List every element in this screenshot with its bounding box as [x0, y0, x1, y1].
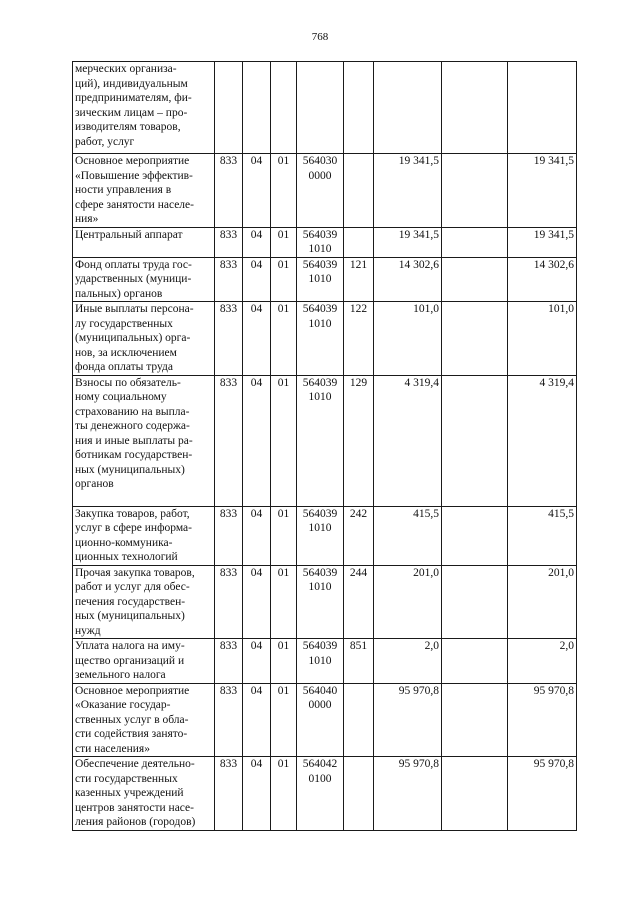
ministry-code-cell: 833 [215, 565, 243, 639]
amount-cell: 201,0 [508, 565, 577, 639]
amount-cell: 2,0 [508, 639, 577, 684]
table-row [73, 757, 577, 831]
amount-cell [442, 757, 508, 831]
amount-cell: 101,0 [508, 302, 577, 376]
amount-cell [442, 565, 508, 639]
section-code-cell: 04 [243, 506, 271, 565]
expense-name-cell: Обеспечение деятельно- сти государственных казенных учреждений центров занятости насе- ления районов (городов) [73, 757, 215, 831]
table-body [73, 62, 577, 831]
expense-name-cell: Фонд оплаты труда гос- ударственных (муници- пальных) органов [73, 257, 215, 302]
subsection-code-cell: 01 [271, 302, 297, 376]
amount-cell: 14 302,6 [374, 257, 442, 302]
target-article-cell: 564039 1010 [297, 506, 344, 565]
amount-cell [442, 227, 508, 257]
target-article-cell: 564039 1010 [297, 257, 344, 302]
amount-cell [442, 302, 508, 376]
amount-cell: 101,0 [374, 302, 442, 376]
ministry-code-cell: 833 [215, 257, 243, 302]
amount-cell: 19 341,5 [374, 227, 442, 257]
target-article-cell: 564039 1010 [297, 639, 344, 684]
target-article-cell: 564039 1010 [297, 227, 344, 257]
expense-type-cell [344, 757, 374, 831]
section-code-cell: 04 [243, 565, 271, 639]
expense-type-cell: 242 [344, 506, 374, 565]
amount-cell: 4 319,4 [374, 375, 442, 506]
section-code-cell [243, 62, 271, 154]
table-row [73, 302, 577, 376]
section-code-cell: 04 [243, 257, 271, 302]
target-article-cell: 564040 0000 [297, 683, 344, 757]
section-code-cell: 04 [243, 639, 271, 684]
section-code-cell: 04 [243, 154, 271, 228]
target-article-cell [297, 62, 344, 154]
section-code-cell: 04 [243, 683, 271, 757]
table-row [73, 639, 577, 684]
amount-cell: 201,0 [374, 565, 442, 639]
amount-cell: 19 341,5 [508, 154, 577, 228]
expense-type-cell: 122 [344, 302, 374, 376]
expense-type-cell: 121 [344, 257, 374, 302]
amount-cell [442, 639, 508, 684]
amount-cell: 4 319,4 [508, 375, 577, 506]
amount-cell: 14 302,6 [508, 257, 577, 302]
table-row [73, 506, 577, 565]
expense-name-cell: Основное мероприятие «Оказание государ- ственных услуг в обла- сти содействия занято- сти населения» [73, 683, 215, 757]
table-row [73, 257, 577, 302]
amount-cell: 95 970,8 [508, 757, 577, 831]
budget-table [72, 61, 577, 831]
amount-cell [442, 257, 508, 302]
section-code-cell: 04 [243, 757, 271, 831]
target-article-cell: 564042 0100 [297, 757, 344, 831]
expense-type-cell [344, 683, 374, 757]
table-row [73, 565, 577, 639]
target-article-cell: 564039 1010 [297, 302, 344, 376]
amount-cell: 95 970,8 [374, 683, 442, 757]
section-code-cell: 04 [243, 227, 271, 257]
ministry-code-cell: 833 [215, 639, 243, 684]
table-row [73, 375, 577, 506]
table-row [73, 62, 577, 154]
ministry-code-cell: 833 [215, 375, 243, 506]
amount-cell: 19 341,5 [508, 227, 577, 257]
expense-name-cell: Уплата налога на иму- щество организаций и земельного налога [73, 639, 215, 684]
ministry-code-cell: 833 [215, 757, 243, 831]
subsection-code-cell: 01 [271, 375, 297, 506]
ministry-code-cell: 833 [215, 154, 243, 228]
subsection-code-cell: 01 [271, 757, 297, 831]
expense-name-cell: Взносы по обязатель- ному социальному страхованию на выпла- ты денежного содержа- ния и иные выплаты ра- ботникам государствен- ных (муниципальных) органов [73, 375, 215, 506]
table-row [73, 683, 577, 757]
amount-cell [442, 154, 508, 228]
amount-cell: 19 341,5 [374, 154, 442, 228]
expense-name-cell: Иные выплаты персона- лу государственных (муниципальных) орга- нов, за исключением фонда оплаты труда [73, 302, 215, 376]
expense-type-cell: 244 [344, 565, 374, 639]
ministry-code-cell: 833 [215, 506, 243, 565]
target-article-cell: 564039 1010 [297, 565, 344, 639]
target-article-cell: 564030 0000 [297, 154, 344, 228]
expense-type-cell: 129 [344, 375, 374, 506]
expense-name-cell: Закупка товаров, работ, услуг в сфере информа- ционно-коммуника- ционных технологий [73, 506, 215, 565]
amount-cell [442, 375, 508, 506]
subsection-code-cell: 01 [271, 154, 297, 228]
ministry-code-cell: 833 [215, 302, 243, 376]
ministry-code-cell [215, 62, 243, 154]
subsection-code-cell: 01 [271, 506, 297, 565]
amount-cell [442, 62, 508, 154]
amount-cell: 95 970,8 [374, 757, 442, 831]
page-number: 768 [311, 31, 329, 43]
subsection-code-cell: 01 [271, 227, 297, 257]
subsection-code-cell: 01 [271, 639, 297, 684]
section-code-cell: 04 [243, 302, 271, 376]
amount-cell [508, 62, 577, 154]
ministry-code-cell: 833 [215, 227, 243, 257]
subsection-code-cell: 01 [271, 257, 297, 302]
expense-name-cell: Прочая закупка товаров, работ и услуг для обес- печения государствен- ных (муниципальных) нужд [73, 565, 215, 639]
amount-cell [442, 506, 508, 565]
table-row [73, 227, 577, 257]
subsection-code-cell: 01 [271, 683, 297, 757]
expense-name-cell: Основное мероприятие «Повышение эффектив- ности управления в сфере занятости населе- ния» [73, 154, 215, 228]
amount-cell: 415,5 [374, 506, 442, 565]
target-article-cell: 564039 1010 [297, 375, 344, 506]
expense-name-cell: Центральный аппарат [73, 227, 215, 257]
expense-type-cell [344, 227, 374, 257]
amount-cell: 415,5 [508, 506, 577, 565]
expense-type-cell [344, 154, 374, 228]
ministry-code-cell: 833 [215, 683, 243, 757]
expense-type-cell: 851 [344, 639, 374, 684]
section-code-cell: 04 [243, 375, 271, 506]
amount-cell [442, 683, 508, 757]
amount-cell: 95 970,8 [508, 683, 577, 757]
table-row [73, 154, 577, 228]
expense-name-cell: мерческих организа- ций), индивидуальным предпринимателям, фи- зическим лицам – про- изводителям товаров, работ, услуг [73, 62, 215, 154]
amount-cell: 2,0 [374, 639, 442, 684]
subsection-code-cell: 01 [271, 565, 297, 639]
amount-cell [374, 62, 442, 154]
expense-type-cell [344, 62, 374, 154]
subsection-code-cell [271, 62, 297, 154]
